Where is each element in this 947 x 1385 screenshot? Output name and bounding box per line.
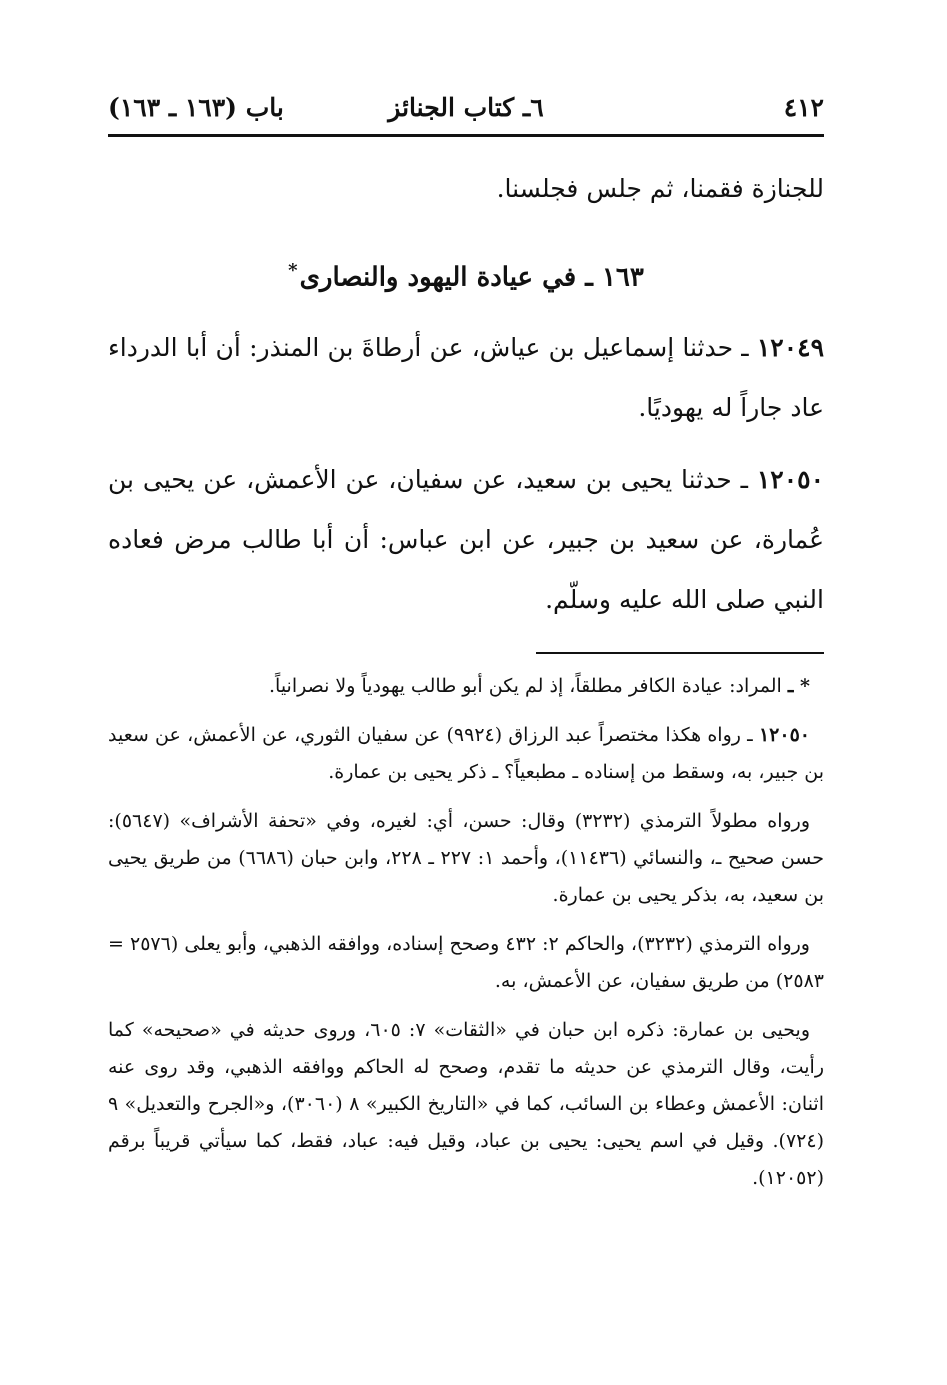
book-page: [108, 88, 824, 1209]
footnote-paragraph: ورواه مطولاً الترمذي (٣٢٣٢) وقال: حسن، أي: لغيره، وفي «تحفة الأشراف» (٥٦٤٧): حسن صحيح ـ، والنسائي (١١٤٣٦)، وأحمد ١: ٢٢٧ ـ ٢٢٨، وابن حبان (٦٦٨٦) من طريق يحيى بن سعيد، به، بذكر يحيى بن عمارة.: [108, 809, 824, 906]
book-title: ٦ـ كتاب الجنائز: [388, 93, 544, 122]
hadith-12049: [108, 318, 824, 438]
page-number: ٤١٢: [783, 93, 824, 122]
section-title-text: ١٦٣ ـ في عيادة اليهود والنصارى: [299, 262, 644, 293]
hadith-12050: [108, 450, 824, 630]
hadith-number: ١٢٠٥٠: [756, 464, 824, 494]
footnote-separator: [536, 652, 824, 654]
chapter-range: باب (١٦٣ ـ ١٦٣): [108, 93, 284, 122]
footnote-12050: [108, 717, 824, 791]
footnote-star: [108, 668, 824, 705]
footnotes: [108, 668, 824, 1197]
footnote-number: ١٢٠٥٠: [758, 723, 810, 746]
header-rule: [108, 134, 824, 137]
hadith-text: ـ حدثنا يحيى بن سعيد، عن سفيان، عن الأعمش، عن يحيى بن عُمارة، عن سعيد بن جبير، عن ابن عباس: أن أبا طالب مرض فعاده النبي صلى الله عليه وسلّم.: [108, 464, 824, 614]
footnote-paragraph: ويحيى بن عمارة: ذكره ابن حبان في «الثقات» ٧: ٦٠٥، وروى حديثه في «صحيحه» كما رأيت، وقال الترمذي عن حديثه ما تقدم، وصحح له الحاكم ووافقه الذهبي، وقد روى عنه اثنان: الأعمش وعطاء بن السائب، كما في «التاريخ الكبير» ٨ (٣٠٦٠)، و«الجرح والتعديل» ٩ (٧٢٤). وقيل في اسم يحيى: يحيى بن عباد، وقيل فيه: عباد، فقط، كما سيأتي قريباً برقم (١٢٠٥٢).: [108, 1018, 824, 1189]
footnote-text: ـ رواه هكذا مختصراً عبد الرزاق (٩٩٢٤) عن سفيان الثوري، عن الأعمش، عن سعيد بن جبير، به، وسقط من إسناده ـ مطبعياً؟ ـ ذكر يحيى بن عمارة.: [108, 723, 824, 783]
hadith-text: ـ حدثنا إسماعيل بن عياش، عن أرطاةَ بن المنذر: أن أبا الدرداء عاد جاراً له يهوديًا.: [108, 332, 824, 422]
footnote-paragraph: ورواه الترمذي (٣٢٣٢)، والحاكم ٢: ٤٣٢ وصحح إسناده، ووافقه الذهبي، وأبو يعلى (٢٥٧٦ = ٢٥٨٣) من طريق سفيان، عن الأعمش، به.: [108, 932, 824, 992]
hadith-number: ١٢٠٤٩: [756, 332, 824, 362]
running-header: [108, 88, 824, 128]
footnote-text: المراد: عيادة الكافر مطلقاً، إذ لم يكن أبو طالب يهودياً ولا نصرانياً.: [269, 674, 788, 697]
continuation-text: للجنازة فقمنا، ثم جلس فجلسنا.: [496, 174, 824, 203]
section-title: [108, 249, 824, 300]
section-footnote-marker: *: [288, 260, 298, 281]
footnote-marker: * ـ: [787, 674, 810, 697]
